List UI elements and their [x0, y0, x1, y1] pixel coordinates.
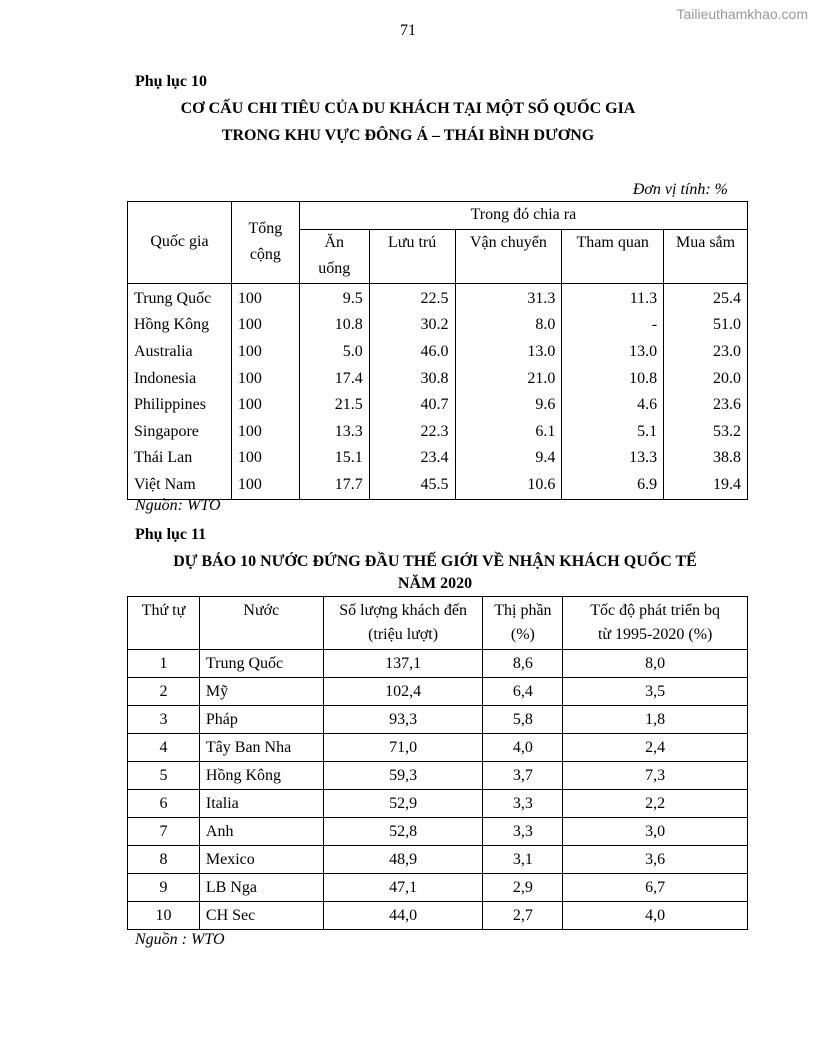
cell-share: 3,3: [483, 818, 563, 846]
table-row: [128, 283, 748, 312]
header-total: Tổng cộng: [231, 202, 299, 284]
table-row: [128, 419, 748, 446]
cell-arrivals: 47,1: [323, 874, 483, 902]
cell-share: 3,7: [483, 762, 563, 790]
cell-food: 17.7: [299, 472, 369, 499]
cell-transport: 10.6: [455, 472, 562, 499]
cell-sightseeing: 6.9: [562, 472, 664, 499]
table-row: [128, 790, 748, 818]
cell-arrivals: 44,0: [323, 902, 483, 930]
cell-country: Hồng Kông: [128, 312, 232, 339]
cell-food: 21.5: [299, 392, 369, 419]
cell-arrivals: 52,9: [323, 790, 483, 818]
cell-sightseeing: 13.3: [562, 445, 664, 472]
cell-growth: 1,8: [563, 706, 748, 734]
cell-lodging: 40.7: [369, 392, 455, 419]
cell-country: Singapore: [128, 419, 232, 446]
cell-arrivals: 71,0: [323, 734, 483, 762]
cell-shopping: 23.0: [664, 339, 748, 366]
watermark: Tailieuthamkhao.com: [676, 6, 808, 22]
cell-growth: 2,2: [563, 790, 748, 818]
cell-growth: 8,0: [563, 650, 748, 678]
table-row: [128, 762, 748, 790]
cell-shopping: 53.2: [664, 419, 748, 446]
cell-food: 5.0: [299, 339, 369, 366]
header-lodging: Lưu trú: [369, 229, 455, 283]
cell-food: 10.8: [299, 312, 369, 339]
table-row: [128, 818, 748, 846]
top10-forecast-table: [127, 596, 748, 930]
table-row: [128, 339, 748, 366]
table-row: [128, 846, 748, 874]
cell-rank: 10: [128, 902, 200, 930]
table-row: [128, 366, 748, 393]
cell-total: 100: [231, 472, 299, 499]
cell-rank: 8: [128, 846, 200, 874]
cell-lodging: 46.0: [369, 339, 455, 366]
header-country: Nước: [199, 597, 323, 650]
table-row: [128, 445, 748, 472]
cell-share: 2,7: [483, 902, 563, 930]
appendix-11-title-line1: DỰ BÁO 10 NƯỚC ĐỨNG ĐẦU THẾ GIỚI VỀ NHẬN KHÁCH QUỐC TẾ: [173, 553, 697, 570]
cell-lodging: 22.3: [369, 419, 455, 446]
appendix-11-title-line2: NĂM 2020: [397, 575, 473, 592]
cell-country: Mexico: [199, 846, 323, 874]
cell-share: 8,6: [483, 650, 563, 678]
cell-country: CH Sec: [199, 902, 323, 930]
cell-rank: 1: [128, 650, 200, 678]
cell-rank: 4: [128, 734, 200, 762]
cell-transport: 13.0: [455, 339, 562, 366]
cell-country: Thái Lan: [128, 445, 232, 472]
cell-share: 2,9: [483, 874, 563, 902]
appendix-11-label: Phụ lục 11: [135, 526, 207, 543]
cell-growth: 6,7: [563, 874, 748, 902]
appendix-10-label: Phụ lục 10: [135, 73, 208, 90]
table-header-row: [128, 202, 748, 230]
cell-country: LB Nga: [199, 874, 323, 902]
cell-share: 5,8: [483, 706, 563, 734]
cell-rank: 5: [128, 762, 200, 790]
cell-growth: 2,4: [563, 734, 748, 762]
cell-country: Hồng Kông: [199, 762, 323, 790]
header-food: Ăn uống: [299, 229, 369, 283]
table-row: [128, 472, 748, 499]
cell-lodging: 22.5: [369, 283, 455, 312]
page-number: 71: [400, 22, 416, 39]
table-row: [128, 650, 748, 678]
cell-shopping: 25.4: [664, 283, 748, 312]
cell-transport: 6.1: [455, 419, 562, 446]
table-header-row: [128, 597, 748, 650]
header-share: Thị phần (%): [483, 597, 563, 650]
header-rank: Thứ tự: [128, 597, 200, 650]
cell-sightseeing: 4.6: [562, 392, 664, 419]
table-row: [128, 734, 748, 762]
cell-shopping: 20.0: [664, 366, 748, 393]
cell-total: 100: [231, 339, 299, 366]
cell-country: Indonesia: [128, 366, 232, 393]
cell-lodging: 45.5: [369, 472, 455, 499]
header-arrivals: Số lượng khách đến (triệu lượt): [323, 597, 483, 650]
table-row: [128, 874, 748, 902]
cell-country: Trung Quốc: [128, 283, 232, 312]
cell-growth: 4,0: [563, 902, 748, 930]
cell-sightseeing: -: [562, 312, 664, 339]
cell-growth: 3,6: [563, 846, 748, 874]
cell-total: 100: [231, 392, 299, 419]
cell-rank: 6: [128, 790, 200, 818]
cell-rank: 9: [128, 874, 200, 902]
cell-shopping: 23.6: [664, 392, 748, 419]
cell-total: 100: [231, 312, 299, 339]
cell-growth: 3,0: [563, 818, 748, 846]
cell-arrivals: 137,1: [323, 650, 483, 678]
cell-share: 6,4: [483, 678, 563, 706]
cell-transport: 9.6: [455, 392, 562, 419]
header-country: Quốc gia: [128, 202, 232, 284]
cell-shopping: 38.8: [664, 445, 748, 472]
cell-country: Philippines: [128, 392, 232, 419]
cell-share: 3,3: [483, 790, 563, 818]
cell-food: 13.3: [299, 419, 369, 446]
cell-sightseeing: 13.0: [562, 339, 664, 366]
appendix-10-title-line2: TRONG KHU VỰC ĐÔNG Á – THÁI BÌNH DƯƠNG: [221, 127, 595, 144]
table-row: [128, 706, 748, 734]
cell-arrivals: 93,3: [323, 706, 483, 734]
header-sightseeing: Tham quan: [562, 229, 664, 283]
cell-growth: 7,3: [563, 762, 748, 790]
table-row: [128, 678, 748, 706]
header-growth: Tốc độ phát triển bq từ 1995-2020 (%): [563, 597, 748, 650]
cell-growth: 3,5: [563, 678, 748, 706]
cell-share: 3,1: [483, 846, 563, 874]
cell-food: 17.4: [299, 366, 369, 393]
cell-shopping: 51.0: [664, 312, 748, 339]
cell-lodging: 23.4: [369, 445, 455, 472]
cell-lodging: 30.8: [369, 366, 455, 393]
cell-country: Tây Ban Nha: [199, 734, 323, 762]
cell-rank: 7: [128, 818, 200, 846]
cell-food: 15.1: [299, 445, 369, 472]
cell-country: Pháp: [199, 706, 323, 734]
cell-arrivals: 52,8: [323, 818, 483, 846]
table-row: [128, 312, 748, 339]
cell-country: Italia: [199, 790, 323, 818]
cell-sightseeing: 5.1: [562, 419, 664, 446]
cell-sightseeing: 11.3: [562, 283, 664, 312]
table-row: [128, 392, 748, 419]
appendix-10-title-line1: CƠ CẤU CHI TIÊU CỦA DU KHÁCH TẠI MỘT SỐ QUỐC GIA: [180, 100, 636, 117]
cell-country: Trung Quốc: [199, 650, 323, 678]
cell-rank: 2: [128, 678, 200, 706]
header-breakdown: Trong đó chia ra: [299, 202, 747, 230]
cell-total: 100: [231, 366, 299, 393]
cell-country: Australia: [128, 339, 232, 366]
appendix-11-source: Nguồn : WTO: [135, 931, 225, 948]
cell-lodging: 30.2: [369, 312, 455, 339]
cell-transport: 9.4: [455, 445, 562, 472]
cell-country: Việt Nam: [128, 472, 232, 499]
cell-country: Anh: [199, 818, 323, 846]
cell-total: 100: [231, 283, 299, 312]
unit-label: Đơn vị tính: %: [632, 181, 728, 198]
appendix-10-source: Nguồn: WTO: [135, 497, 221, 514]
cell-total: 100: [231, 419, 299, 446]
header-transport: Vận chuyển: [455, 229, 562, 283]
cell-sightseeing: 10.8: [562, 366, 664, 393]
cell-shopping: 19.4: [664, 472, 748, 499]
spending-structure-table: [127, 201, 748, 500]
cell-transport: 8.0: [455, 312, 562, 339]
cell-rank: 3: [128, 706, 200, 734]
cell-total: 100: [231, 445, 299, 472]
cell-country: Mỹ: [199, 678, 323, 706]
cell-share: 4,0: [483, 734, 563, 762]
table-row: [128, 902, 748, 930]
cell-transport: 31.3: [455, 283, 562, 312]
cell-arrivals: 59,3: [323, 762, 483, 790]
header-shopping: Mua sắm: [664, 229, 748, 283]
cell-arrivals: 48,9: [323, 846, 483, 874]
cell-arrivals: 102,4: [323, 678, 483, 706]
cell-transport: 21.0: [455, 366, 562, 393]
cell-food: 9.5: [299, 283, 369, 312]
